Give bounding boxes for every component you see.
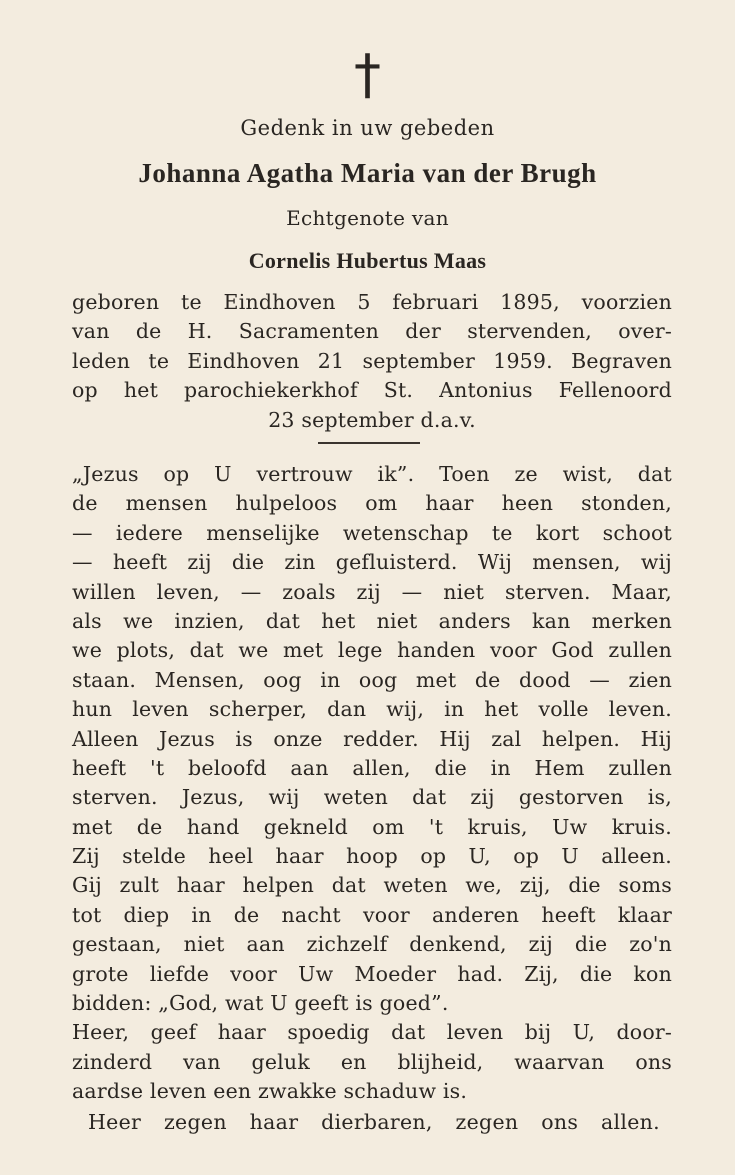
prayer-line: Heer, geef haar spoedig dat leven bij U, door- [72,1020,672,1045]
prayer-line: hun leven scherper, dan wij, in het volle leven. [72,697,672,722]
bio-line: geboren te Eindhoven 5 februari 1895, voorzien [72,290,672,314]
bio-line: leden te Eindhoven 21 september 1959. Begraven [72,348,672,373]
prayer-line: de mensen hulpeloos om haar heen stonden, [72,491,672,516]
prayer-line: willen leven, — zoals zij — niet sterven. Maar, [72,579,672,604]
husband-name: Cornelis Hubertus Maas [248,248,487,273]
prayer-line: als we inzien, dat het niet anders kan merken [72,608,672,633]
prayer-line: aardse leven een zwakke schaduw is. [72,1079,468,1104]
bio-line: van de H. Sacramenten der stervenden, over- [72,319,672,344]
prayer-line: staan. Mensen, oog in oog met de dood — zien [72,667,672,692]
deceased-name: Johanna Agatha Maria van der Brugh [138,158,597,188]
remember-line: Gedenk in uw gebeden [240,116,495,140]
closing-blessing: Heer zegen haar dierbaren, zegen ons allen. [88,1110,660,1134]
bio-line: 23 september d.a.v. [268,407,476,432]
prayer-line: we plots, dat we met lege handen voor God zullen [72,638,672,663]
prayer-paragraph [72,460,672,1107]
prayer-line: met de hand gekneld om 't kruis, Uw kruis. [72,814,672,839]
prayer-line: Alleen Jezus is onze redder. Hij zal helpen. Hij [72,726,672,751]
prayer-line: sterven. Jezus, wij weten dat zij gestorven is, [72,785,672,810]
cross-icon: † [354,43,381,106]
prayer-line: „Jezus op U vertrouw ik”. Toen ze wist, dat [72,462,672,486]
prayer-line: Gij zult haar helpen dat weten we, zij, die soms [72,873,672,898]
biography-paragraph [72,288,672,435]
prayer-line: Zij stelde heel haar hoop op U, op U alleen. [72,844,672,869]
prayer-line: grote liefde voor Uw Moeder had. Zij, die kon [72,961,672,986]
divider [318,442,420,444]
prayer-line: zinderd van geluk en blijheid, waarvan ons [72,1049,672,1074]
prayer-line: tot diep in de nacht voor anderen heeft klaar [72,902,672,927]
prayer-line: — heeft zij die zin gefluisterd. Wij mensen, wij [72,550,672,575]
prayer-line: heeft 't beloofd aan allen, die in Hem zullen [72,755,672,780]
prayer-line: bidden: „God, wat U geeft is goed”. [72,991,449,1016]
prayer-line: — iedere menselijke wetenschap te kort schoot [72,520,672,545]
spouse-of-line: Echtgenote van [286,206,449,230]
prayer-line: gestaan, niet aan zichzelf denkend, zij die zo'n [72,932,672,957]
bio-line: op het parochiekerkhof St. Antonius Fellenoord [72,378,672,403]
